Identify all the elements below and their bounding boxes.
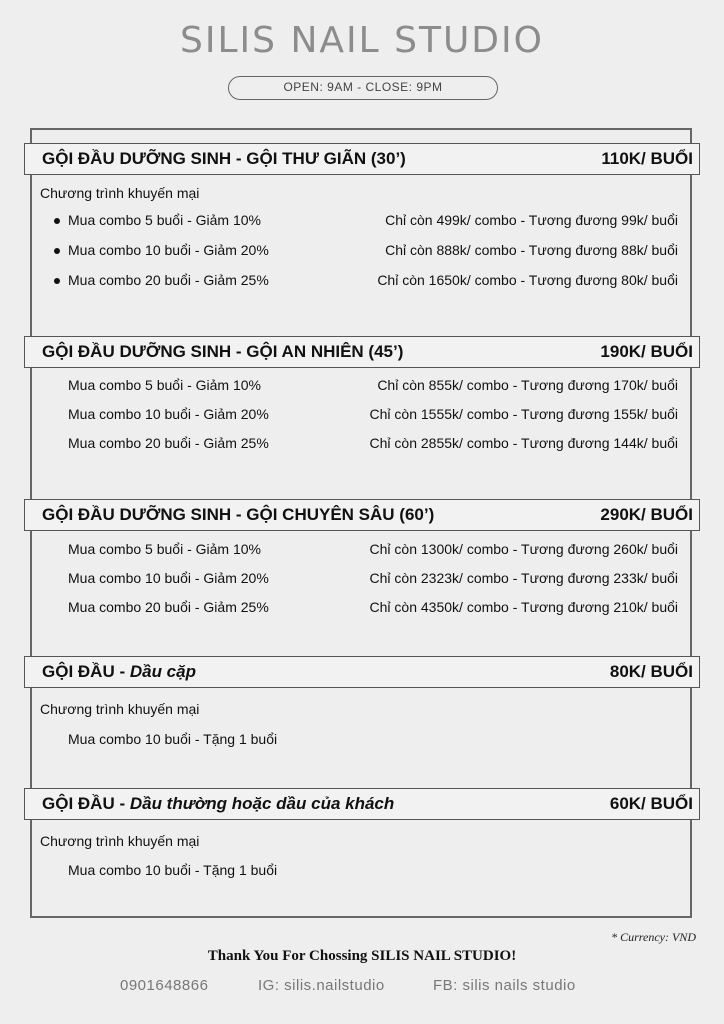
- studio-title: SILIS NAIL STUDIO: [180, 20, 544, 61]
- combo-price: Chỉ còn 1300k/ combo - Tương đương 260k/ buổi: [369, 541, 678, 557]
- combo-price: Chỉ còn 2855k/ combo - Tương đương 144k/ buổi: [369, 435, 678, 451]
- section-price: 60K/ BUỔI: [609, 794, 693, 813]
- section-price: 290K/ BUỔI: [600, 505, 693, 524]
- section-name: [42, 794, 394, 814]
- section-header-dau-thuong: [24, 788, 700, 820]
- combo-price: Chỉ còn 855k/ combo - Tương đương 170k/ buổi: [377, 377, 678, 393]
- section-header-chuyen-sau: [24, 499, 700, 531]
- bullet-icon: [54, 278, 60, 284]
- promo-title: Chương trình khuyến mại: [40, 833, 200, 849]
- combo-label: Mua combo 10 buổi - Tặng 1 buổi: [68, 731, 278, 747]
- combo-price: Chỉ còn 888k/ combo - Tương đương 88k/ buổi: [385, 242, 678, 258]
- bullet-icon: [54, 248, 60, 254]
- section-name-italic: Dầu thường hoặc dầu của khách: [129, 794, 395, 813]
- section-price: 110K/ BUỔI: [601, 149, 693, 168]
- combo-price: Chỉ còn 499k/ combo - Tương đương 99k/ buổi: [385, 212, 678, 228]
- combo-label: Mua combo 20 buổi - Giảm 25%: [68, 599, 269, 615]
- phone-number: 0901648866: [120, 977, 209, 994]
- facebook-handle: FB: silis nails studio: [433, 977, 576, 994]
- section-price: 80K/ BUỔI: [609, 662, 693, 681]
- combo-price: Chỉ còn 1555k/ combo - Tương đương 155k/ buổi: [369, 406, 678, 422]
- combo-price: Chỉ còn 2323k/ combo - Tương đương 233k/ buổi: [369, 570, 678, 586]
- combo-label: Mua combo 20 buổi - Giảm 25%: [68, 272, 269, 288]
- promo-title: Chương trình khuyến mại: [40, 185, 200, 201]
- combo-label: Mua combo 5 buổi - Giảm 10%: [68, 212, 261, 228]
- section-name: [42, 662, 196, 682]
- section-name: GỘI ĐẦU DƯỠNG SINH - GỘI AN NHIÊN (45’): [42, 342, 404, 361]
- currency-note: * Currency: VND: [611, 930, 696, 944]
- section-header-thu-gian: [24, 143, 700, 175]
- combo-label: Mua combo 5 buổi - Giảm 10%: [68, 377, 261, 393]
- combo-label: Mua combo 10 buổi - Tặng 1 buổi: [68, 862, 278, 878]
- section-name: GỘI ĐẦU DƯỠNG SINH - GỘI THƯ GIÃN (30’): [42, 149, 406, 168]
- combo-price: Chỉ còn 4350k/ combo - Tương đương 210k/ buổi: [369, 599, 678, 615]
- combo-label: Mua combo 10 buổi - Giảm 20%: [68, 242, 269, 258]
- combo-label: Mua combo 5 buổi - Giảm 10%: [68, 541, 261, 557]
- section-name: GỘI ĐẦU DƯỠNG SINH - GỘI CHUYÊN SÂU (60’): [42, 505, 435, 524]
- section-header-dau-cap: [24, 656, 700, 688]
- promo-title: Chương trình khuyến mại: [40, 701, 200, 717]
- section-name-prefix: GỘI ĐẦU -: [42, 662, 130, 681]
- section-name-prefix: GỘI ĐẦU -: [42, 794, 130, 813]
- section-price: 190K/ BUỔI: [600, 342, 693, 361]
- bullet-icon: [54, 218, 60, 224]
- combo-label: Mua combo 20 buổi - Giảm 25%: [68, 435, 269, 451]
- section-name-italic: Dầu cặp: [129, 662, 196, 681]
- combo-label: Mua combo 10 buổi - Giảm 20%: [68, 406, 269, 422]
- opening-hours-badge: OPEN: 9AM - CLOSE: 9PM: [228, 76, 498, 100]
- thank-you-message: Thank You For Chossing SILIS NAIL STUDIO!: [207, 948, 517, 964]
- section-header-an-nhien: [24, 336, 700, 368]
- instagram-handle: IG: silis.nailstudio: [258, 977, 385, 994]
- combo-label: Mua combo 10 buổi - Giảm 20%: [68, 570, 269, 586]
- combo-price: Chỉ còn 1650k/ combo - Tương đương 80k/ buổi: [377, 272, 678, 288]
